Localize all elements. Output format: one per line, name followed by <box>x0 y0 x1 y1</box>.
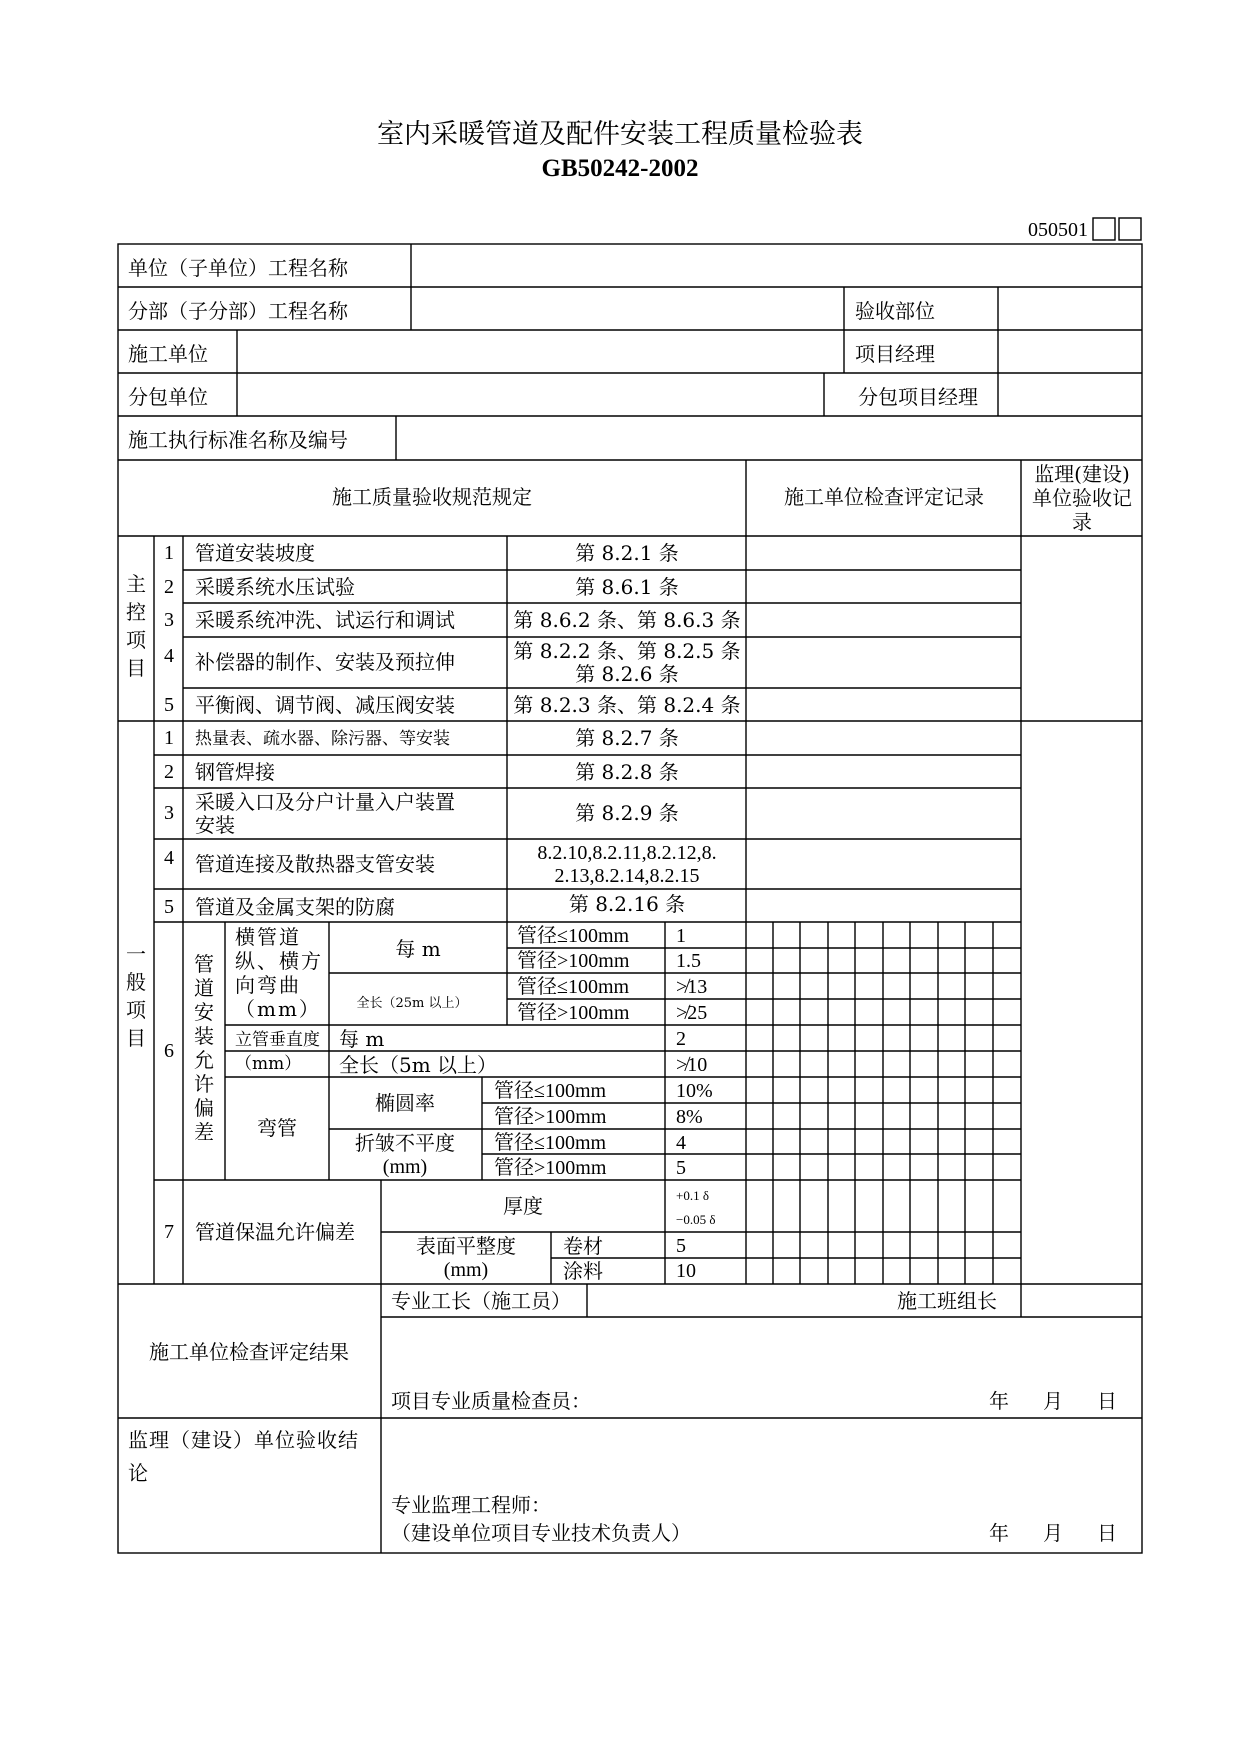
vertical-per-m-label: 每 m <box>339 1027 385 1051</box>
item6-label: 管道安装允许偏差 <box>194 952 214 1144</box>
tolerance-value: ≯25 <box>676 1002 708 1024</box>
bend-label: 弯管 <box>257 1116 297 1140</box>
general-item-name-line2: 安装 <box>195 813 235 837</box>
sub-project-manager-label: 分包项目经理 <box>858 385 978 409</box>
standard-label: 施工执行标准名称及编号 <box>128 428 348 452</box>
foreman-label: 专业工长（施工员） <box>391 1289 571 1313</box>
tolerance-value: 5 <box>676 1235 686 1257</box>
main-item-clause-line1: 第 8.2.2 条、第 8.2.5 条 <box>513 639 741 663</box>
main-item-name: 采暖系统冲洗、试运行和调试 <box>195 608 455 632</box>
date-year-label: 年 <box>989 1521 1009 1545</box>
thickness-label: 厚度 <box>503 1194 543 1218</box>
main-item-no: 3 <box>164 609 174 631</box>
roll-label: 卷材 <box>563 1234 603 1258</box>
sub-project-field[interactable] <box>412 288 842 329</box>
dia-le-label: 管径≤100mm <box>517 976 630 998</box>
inspector-label: 项目专业质量检查员： <box>391 1389 591 1413</box>
standard-code: GB50242-2002 <box>541 155 699 182</box>
tolerance-value: 2 <box>676 1028 686 1050</box>
general-item-name: 管道连接及散热器支管安装 <box>195 852 435 876</box>
item6-no: 6 <box>164 1040 174 1062</box>
general-item-name: 管道及金属支架的防腐 <box>195 895 395 919</box>
general-item-clause-line2: 2.13,8.2.14,8.2.15 <box>554 865 700 887</box>
tolerance-value: 8% <box>676 1106 703 1128</box>
tolerance-value: 1.5 <box>676 950 701 972</box>
main-item-clause: 第 8.6.2 条、第 8.6.3 条 <box>513 608 741 632</box>
owner-rep-label: （建设单位项目专业技术负责人） <box>391 1521 691 1545</box>
tolerance-value: ≯13 <box>676 976 708 998</box>
tolerance-value: ≯10 <box>676 1054 708 1076</box>
main-item-no: 1 <box>164 542 174 564</box>
vertical-label: 立管垂直度（mm） <box>235 1030 320 1074</box>
tolerance-value: 5 <box>676 1157 686 1179</box>
record-column-header: 施工单位检查评定记录 <box>784 485 984 509</box>
general-item-clause: 第 8.2.7 条 <box>575 726 679 750</box>
tolerance-value: 10 <box>676 1260 696 1282</box>
main-item-clause-line2: 第 8.2.6 条 <box>575 662 679 686</box>
team-leader-label: 施工班组长 <box>897 1289 997 1313</box>
foreman-field[interactable] <box>588 1285 898 1316</box>
project-manager-label: 项目经理 <box>855 342 935 366</box>
paint-label: 涂料 <box>563 1259 603 1283</box>
standard-field[interactable] <box>397 417 1140 459</box>
general-label: 一般项目 <box>126 942 146 1050</box>
sub-project-label: 分部（子分部）工程名称 <box>128 299 348 323</box>
dia-le-label: 管径≤100mm <box>494 1080 607 1102</box>
dia-gt-label: 管径>100mm <box>494 1157 607 1179</box>
supervision-conclusion-label: 监理（建设）单位验收结论 <box>128 1428 359 1485</box>
main-item-name: 补偿器的制作、安装及预拉伸 <box>195 650 455 674</box>
horizontal-bend-label: 横管道纵、横方向弯曲（mm） <box>235 925 323 1021</box>
form-number-box-1[interactable] <box>1093 218 1115 240</box>
dia-gt-label: 管径>100mm <box>494 1106 607 1128</box>
contractor-label: 施工单位 <box>128 342 208 366</box>
main-item-no: 5 <box>164 694 174 716</box>
general-item-no: 4 <box>164 847 174 869</box>
supervision-conclusion-field[interactable] <box>382 1419 1140 1491</box>
general-item-clause: 第 8.2.16 条 <box>568 892 686 916</box>
date-month-label: 月 <box>1043 1389 1063 1413</box>
main-item-no: 4 <box>164 645 174 667</box>
tolerance-value: 1 <box>676 925 686 947</box>
general-item-no: 1 <box>164 727 174 749</box>
team-leader-field[interactable] <box>1022 1285 1140 1316</box>
date-day-label: 日 <box>1097 1521 1117 1545</box>
main-item-name: 采暖系统水压试验 <box>195 575 355 599</box>
subcontractor-label: 分包单位 <box>128 385 208 409</box>
wrinkle-label: 折皱不平度 <box>355 1131 455 1155</box>
flatness-label: 表面平整度 <box>416 1234 516 1258</box>
general-item-name: 钢管焊接 <box>195 760 275 784</box>
general-item-clause: 第 8.2.8 条 <box>575 760 679 784</box>
main-item-clause: 第 8.2.1 条 <box>575 541 679 565</box>
main-control-label: 主控项目 <box>126 572 146 680</box>
contractor-result-label: 施工单位检查评定结果 <box>149 1340 349 1364</box>
flatness-unit: (mm) <box>443 1259 489 1281</box>
item7-label: 管道保温允许偏差 <box>195 1220 355 1244</box>
main-item-name: 平衡阀、调节阀、减压阀安装 <box>195 693 455 717</box>
dia-le-label: 管径≤100mm <box>517 925 630 947</box>
date-day-label: 日 <box>1097 1389 1117 1413</box>
main-item-clause: 第 8.2.3 条、第 8.2.4 条 <box>513 693 741 717</box>
thickness-minus: −0.05 δ <box>676 1212 716 1227</box>
dia-gt-label: 管径>100mm <box>517 950 630 972</box>
tolerance-value: 10% <box>676 1080 713 1102</box>
main-item-name: 管道安装坡度 <box>195 541 315 565</box>
wrinkle-unit-label: (mm) <box>382 1156 428 1178</box>
ellipse-label: 椭圆率 <box>375 1091 435 1115</box>
vertical-full-label: 全长（5m 以上） <box>339 1053 498 1077</box>
date-year-label: 年 <box>989 1389 1009 1413</box>
unit-project-label: 单位（子单位）工程名称 <box>128 256 348 280</box>
per-m-label: 每 m <box>395 937 441 961</box>
general-item-name: 热量表、疏水器、除污器、等安装 <box>195 729 450 749</box>
thickness-plus: +0.1 δ <box>676 1188 709 1203</box>
dia-le-label: 管径≤100mm <box>494 1132 607 1154</box>
acceptance-part-label: 验收部位 <box>855 299 935 323</box>
supervision-column-header: 监理(建设)单位验收记录 <box>1032 462 1132 534</box>
subcontractor-field[interactable] <box>238 374 822 415</box>
contractor-field[interactable] <box>238 331 842 372</box>
engineer-label: 专业监理工程师： <box>391 1493 551 1517</box>
dia-gt-label: 管径>100mm <box>517 1002 630 1024</box>
sub-project-manager-field[interactable] <box>999 374 1140 415</box>
main-item-no: 2 <box>164 576 174 598</box>
form-number: 050501 <box>1028 219 1088 241</box>
date-month-label: 月 <box>1043 1521 1063 1545</box>
main-item-clause: 第 8.6.1 条 <box>575 575 679 599</box>
general-item-no: 3 <box>164 802 174 824</box>
general-item-no: 2 <box>164 761 174 783</box>
full-length-25-label: 全长（25m 以上） <box>356 996 468 1011</box>
form-number-box-2[interactable] <box>1119 218 1141 240</box>
general-item-clause: 第 8.2.9 条 <box>575 801 679 825</box>
spec-column-header: 施工质量验收规范规定 <box>332 485 532 509</box>
item7-no: 7 <box>164 1221 174 1243</box>
contractor-result-field[interactable] <box>382 1318 1140 1386</box>
project-manager-field[interactable] <box>999 331 1140 372</box>
general-item-no: 5 <box>164 896 174 918</box>
general-item-clause-line1: 8.2.10,8.2.11,8.2.12,8. <box>537 842 717 864</box>
page-title: 室内采暖管道及配件安装工程质量检验表 <box>377 119 863 150</box>
acceptance-part-field[interactable] <box>999 288 1140 329</box>
unit-project-field[interactable] <box>412 245 1140 286</box>
general-item-name-line1: 采暖入口及分户计量入户装置 <box>195 790 455 814</box>
tolerance-value: 4 <box>676 1132 686 1154</box>
